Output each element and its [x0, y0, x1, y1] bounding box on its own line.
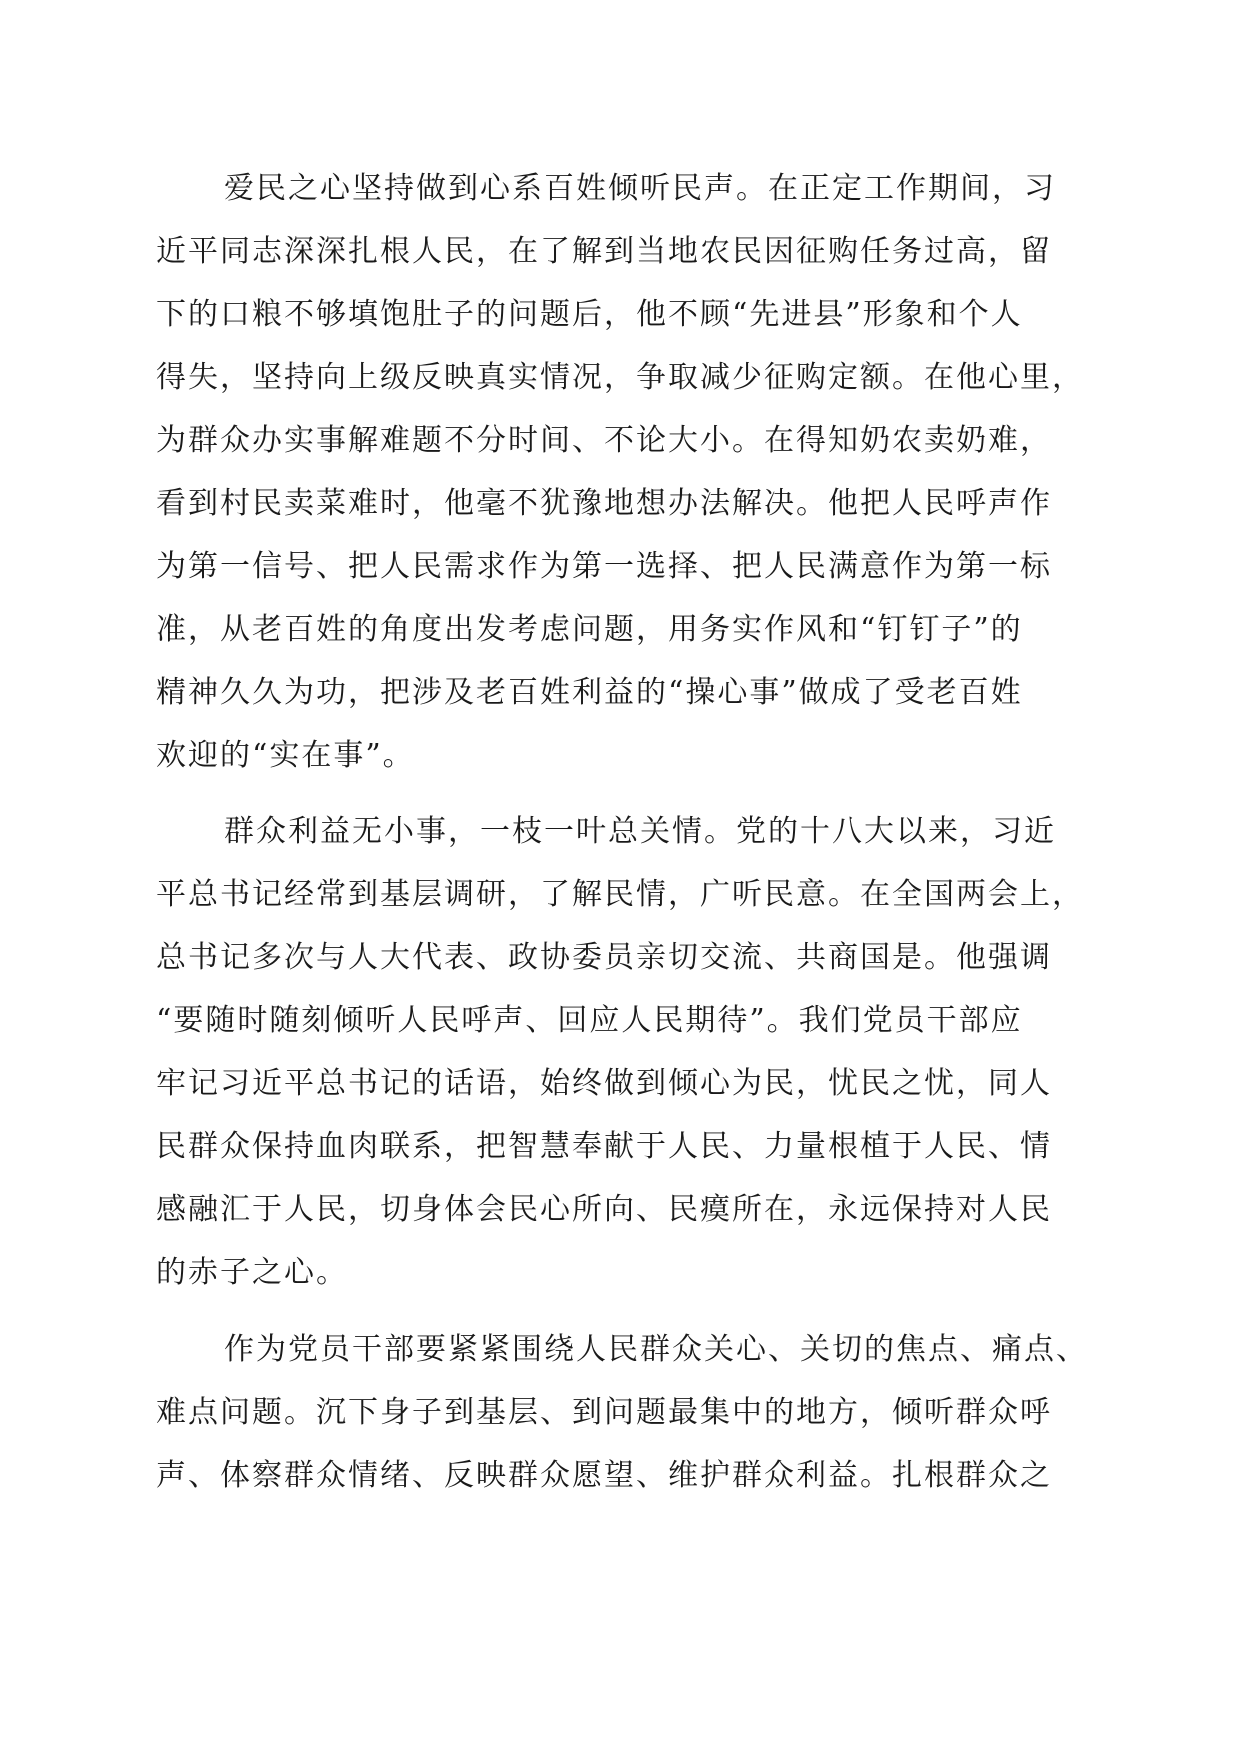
- paragraph-1-line-8: 准，从老百姓的角度出发考虑问题，用务实作风和“钉钉子”的: [156, 612, 1023, 647]
- paragraph-1-line-3: 下的口粮不够填饱肚子的问题后，他不顾“先进县”形象和个人: [156, 297, 1023, 332]
- paragraph-1-line-10: 欢迎的“实在事”。: [156, 738, 415, 773]
- paragraph-1-line-2: 近平同志深深扎根人民，在了解到当地农民因征购任务过高，留: [156, 234, 1052, 269]
- paragraph-1-line-1: 爱民之心坚持做到心系百姓倾听民声。在正定工作期间，习: [224, 171, 1056, 206]
- paragraph-1-line-5: 为群众办实事解难题不分时间、不论大小。在得知奶农卖奶难，: [156, 423, 1052, 458]
- paragraph-2-line-2: 平总书记经常到基层调研，了解民情，广听民意。在全国两会上，: [156, 877, 1084, 912]
- paragraph-3-line-2: 难点问题。沉下身子到基层、到问题最集中的地方，倾听群众呼: [156, 1395, 1052, 1430]
- paragraph-1-line-4: 得失，坚持向上级反映真实情况，争取减少征购定额。在他心里，: [156, 360, 1084, 395]
- paragraph-2-line-6: 民群众保持血肉联系，把智慧奉献于人民、力量根植于人民、情: [156, 1129, 1052, 1164]
- paragraph-2-line-7: 感融汇于人民，切身体会民心所向、民瘼所在，永远保持对人民: [156, 1192, 1052, 1227]
- paragraph-2-line-1: 群众利益无小事，一枝一叶总关情。党的十八大以来，习近: [224, 814, 1056, 849]
- paragraph-2-line-4: “要随时随刻倾听人民呼声、回应人民期待”。我们党员干部应: [156, 1003, 1023, 1038]
- paragraph-1-line-9: 精神久久为功，把涉及老百姓利益的“操心事”做成了受老百姓: [156, 675, 1023, 710]
- paragraph-1-line-7: 为第一信号、把人民需求作为第一选择、把人民满意作为第一标: [156, 549, 1052, 584]
- paragraph-3-line-3: 声、体察群众情绪、反映群众愿望、维护群众利益。扎根群众之: [156, 1458, 1052, 1493]
- paragraph-2-line-8: 的赤子之心。: [156, 1255, 348, 1290]
- paragraph-3-line-1: 作为党员干部要紧紧围绕人民群众关心、关切的焦点、痛点、: [224, 1332, 1088, 1367]
- paragraph-1-line-6: 看到村民卖菜难时，他毫不犹豫地想办法解决。他把人民呼声作: [156, 486, 1052, 521]
- paragraph-2-line-5: 牢记习近平总书记的话语，始终做到倾心为民，忧民之忧，同人: [156, 1066, 1052, 1101]
- paragraph-2-line-3: 总书记多次与人大代表、政协委员亲切交流、共商国是。他强调: [156, 940, 1052, 975]
